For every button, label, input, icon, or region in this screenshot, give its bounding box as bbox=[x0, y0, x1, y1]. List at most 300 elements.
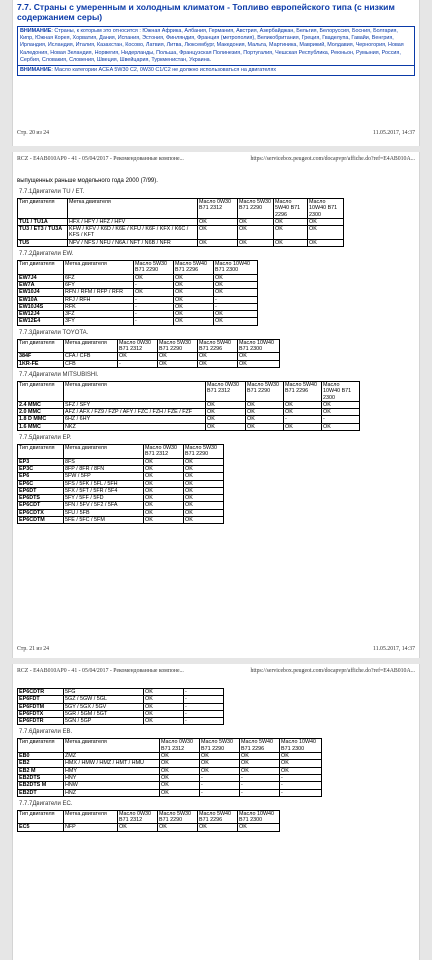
warning-text: : Страны, к которым это относится : Южная Африка, Албания, Германия, Австрия, Азербайджан, Бельгия, Белоруссия, Босния, Болгария, Кипр, Южная Корея, Хорватия, Дания, Испания, Эстония, Финляндия, Франция (метрополия), Великобритания, Греция, Гваделупа, Гавайи, Венгрия, Ирландия, Исландия, Италия, Казахстан, Косово, Латвия, Литва, Люксембург, Македония, Мальта, Мартиника, Маврикий, Молдавия, Черногория, Новая Каледония, Новая Зеландия, Норвегия, Нидерланды, Польша, Французская Полинезия, Португалия, Чешская Республика, Реюньон, Румыния, Россия, Сербия, Словакия, Словения, Швеция, Швейцария, Туркменистан, Украина. bbox=[20, 28, 404, 63]
oil-approval-cell: OK bbox=[198, 239, 238, 246]
oil-approval-cell: OK bbox=[144, 516, 184, 523]
oil-approval-cell: OK bbox=[246, 416, 284, 423]
column-header: Масло 5W40 B71 2296 bbox=[198, 810, 238, 824]
oil-approval-cell: OK bbox=[280, 753, 322, 760]
engine-type-cell: EB2 bbox=[18, 760, 64, 767]
engine-type-cell: EB2DTS bbox=[18, 774, 64, 781]
table-row bbox=[18, 303, 258, 310]
subsection-heading: 7.7.5Двигатели EP. bbox=[19, 435, 72, 442]
oil-approval-cell: OK bbox=[238, 226, 274, 240]
column-header: Метка двигателя bbox=[64, 739, 160, 753]
oil-approval-cell: OK bbox=[214, 274, 258, 281]
oil-approval-cell: - bbox=[184, 703, 224, 710]
oil-approval-cell: - bbox=[184, 710, 224, 717]
engine-type-cell: EP3 bbox=[18, 458, 64, 465]
oil-approval-cell: OK bbox=[198, 824, 238, 831]
engine-type-cell: EB2DTS M bbox=[18, 782, 64, 789]
oil-spec-table bbox=[17, 688, 224, 725]
document-reference: RCZ - E4AB010AP0 - 41 - 05/04/2017 - Рекомендованные компоне... bbox=[17, 156, 184, 162]
oil-approval-cell: OK bbox=[144, 458, 184, 465]
source-url: https://servicebox.peugeot.com/docapvpr/affiche.do?ref=E4AB010A... bbox=[250, 156, 415, 162]
engine-type-cell: EP6CDT bbox=[18, 502, 64, 509]
page-number: Стр. 21 из 24 bbox=[17, 646, 50, 652]
engine-type-cell: EB2DT bbox=[18, 789, 64, 796]
oil-approval-cell: OK bbox=[160, 789, 200, 796]
column-header: Метка двигателя bbox=[64, 445, 144, 459]
oil-approval-cell: OK bbox=[184, 458, 224, 465]
oil-approval-cell: OK bbox=[184, 509, 224, 516]
oil-approval-cell: OK bbox=[158, 353, 198, 360]
column-header: Масло 0W30 B71 2312 bbox=[198, 199, 238, 219]
oil-approval-cell: OK bbox=[214, 281, 258, 288]
oil-approval-cell: - bbox=[214, 303, 258, 310]
table-row bbox=[18, 226, 344, 240]
engine-type-cell: EP6C bbox=[18, 480, 64, 487]
oil-approval-cell: OK bbox=[322, 409, 360, 416]
engine-type-cell: EW10A bbox=[18, 296, 64, 303]
column-header: Метка двигателя bbox=[64, 339, 118, 353]
column-header: Тип двигателя bbox=[18, 445, 64, 459]
engine-code-cell: NKZ bbox=[64, 423, 206, 430]
oil-approval-cell: OK bbox=[240, 753, 280, 760]
oil-approval-cell: - bbox=[200, 774, 240, 781]
subsection-heading: 7.7.1Двигатели TU / ET. bbox=[19, 189, 85, 195]
engine-type-cell: EP6DT bbox=[18, 487, 64, 494]
column-header: Масло 0W30 B71 2312 bbox=[206, 381, 246, 401]
column-header: Масло 10W40 B71 2300 bbox=[280, 739, 322, 753]
engine-code-cell: 5FX / 5FT / 5FR / 5F4 bbox=[64, 487, 144, 494]
table-row bbox=[18, 360, 280, 367]
oil-approval-cell: OK bbox=[200, 760, 240, 767]
column-header: Масло 0W30 B71 2312 bbox=[160, 739, 200, 753]
oil-approval-cell: OK bbox=[238, 824, 280, 831]
engine-code-cell: ZMZ bbox=[64, 753, 160, 760]
document-page-22 bbox=[12, 664, 420, 960]
oil-approval-cell: OK bbox=[308, 226, 344, 240]
column-header: Масло 5W30 B71 2290 bbox=[200, 739, 240, 753]
oil-approval-cell: OK bbox=[158, 360, 198, 367]
oil-approval-cell: OK bbox=[284, 401, 322, 408]
table-row bbox=[18, 509, 224, 516]
oil-approval-cell: - bbox=[240, 789, 280, 796]
subsection-heading: 7.7.6Двигатели EB. bbox=[19, 729, 73, 736]
page-header bbox=[13, 664, 419, 674]
oil-approval-cell: OK bbox=[160, 782, 200, 789]
oil-spec-table bbox=[17, 339, 280, 368]
oil-approval-cell: OK bbox=[160, 767, 200, 774]
oil-approval-cell: OK bbox=[144, 696, 184, 703]
document-page-21 bbox=[12, 152, 420, 658]
engine-type-cell: EW10J4S bbox=[18, 303, 64, 310]
oil-approval-cell: OK bbox=[184, 516, 224, 523]
engine-type-cell: 384F bbox=[18, 353, 64, 360]
oil-spec-table bbox=[17, 198, 344, 247]
oil-spec-table bbox=[17, 381, 360, 431]
oil-approval-cell: - bbox=[184, 689, 224, 696]
table-row bbox=[18, 689, 224, 696]
oil-approval-cell: - bbox=[118, 360, 158, 367]
oil-approval-cell: OK bbox=[206, 416, 246, 423]
table-row bbox=[18, 274, 258, 281]
engine-code-cell: 5FG bbox=[64, 689, 144, 696]
engine-code-cell: AFZ / AFX / FZ9 / FZP / AFY / FZC / FZH / FZE / FZF bbox=[64, 409, 206, 416]
oil-spec-table bbox=[17, 444, 224, 524]
engine-code-cell: HNW bbox=[64, 782, 160, 789]
engine-code-cell: HMX / HMW / HMZ / HMT / HMU bbox=[64, 760, 160, 767]
table-row bbox=[18, 782, 322, 789]
oil-approval-cell: OK bbox=[308, 218, 344, 225]
engine-type-cell: TU3 / ET3 / TU3A bbox=[18, 226, 68, 240]
table-row bbox=[18, 710, 224, 717]
engine-type-cell: TU1 / TU1A bbox=[18, 218, 68, 225]
engine-code-cell: 6HZ / 6HY bbox=[64, 416, 206, 423]
column-header: Масло 0W30 B71 2312 bbox=[144, 445, 184, 459]
oil-approval-cell: OK bbox=[184, 487, 224, 494]
engine-code-cell: NFV / NFS / NFU / N6A / NFT / N6B / NFR bbox=[68, 239, 198, 246]
oil-approval-cell: - bbox=[184, 696, 224, 703]
engine-code-cell: 5GN / 5GP bbox=[64, 718, 144, 725]
engine-code-cell: HMY bbox=[64, 767, 160, 774]
table-row bbox=[18, 353, 280, 360]
oil-approval-cell: OK bbox=[144, 480, 184, 487]
column-header: Масло 5W40 B71 2296 bbox=[274, 199, 308, 219]
oil-approval-cell: OK bbox=[198, 353, 238, 360]
column-header: Масло 5W30 B71 2290 bbox=[238, 199, 274, 219]
column-header: Масло 10W40 B71 2300 bbox=[238, 339, 280, 353]
oil-approval-cell: - bbox=[280, 774, 322, 781]
table-header-row bbox=[18, 445, 224, 459]
table-row bbox=[18, 416, 360, 423]
oil-approval-cell: OK bbox=[246, 401, 284, 408]
engine-type-cell: EP6CDTM bbox=[18, 516, 64, 523]
warning-text: : Масло категории ACEA 5W30 C2, 0W30 C1/C2 не должно использоваться на двигателях bbox=[51, 67, 277, 74]
oil-approval-cell: OK bbox=[284, 409, 322, 416]
engine-type-cell: EW7A bbox=[18, 281, 64, 288]
oil-spec-table bbox=[17, 738, 322, 796]
table-header-row bbox=[18, 810, 280, 824]
oil-approval-cell: OK bbox=[214, 289, 258, 296]
page-footer bbox=[17, 646, 415, 652]
table-row bbox=[18, 289, 258, 296]
oil-approval-cell: OK bbox=[144, 718, 184, 725]
oil-approval-cell: OK bbox=[134, 289, 174, 296]
oil-spec-table bbox=[17, 260, 258, 326]
engine-code-cell: 5FE / 5FC / 5FM bbox=[64, 516, 144, 523]
oil-approval-cell: OK bbox=[144, 473, 184, 480]
engine-type-cell: EP6CDTR bbox=[18, 689, 64, 696]
engine-code-cell: RFJ / RFH bbox=[64, 296, 134, 303]
table-row bbox=[18, 465, 224, 472]
table-row bbox=[18, 753, 322, 760]
oil-approval-cell: OK bbox=[284, 423, 322, 430]
print-timestamp: 11.05.2017, 14:37 bbox=[373, 646, 415, 652]
engine-code-cell: HNY bbox=[64, 774, 160, 781]
table-header-row bbox=[18, 261, 258, 275]
print-timestamp: 11.05.2017, 14:37 bbox=[373, 130, 415, 136]
column-header: Масло 10W40 B71 2300 bbox=[214, 261, 258, 275]
engine-code-cell: 3FZ bbox=[64, 311, 134, 318]
table-row bbox=[18, 502, 224, 509]
column-header: Масло 5W30 B71 2290 bbox=[184, 445, 224, 459]
engine-type-cell: EB2 M bbox=[18, 767, 64, 774]
oil-approval-cell: OK bbox=[118, 824, 158, 831]
oil-approval-cell: OK bbox=[308, 239, 344, 246]
column-header: Метка двигателя bbox=[68, 199, 198, 219]
oil-approval-cell: OK bbox=[184, 502, 224, 509]
engine-code-cell: 5FW / 5FP bbox=[64, 473, 144, 480]
table-row bbox=[18, 473, 224, 480]
oil-approval-cell: OK bbox=[280, 767, 322, 774]
engine-code-cell: RFK bbox=[64, 303, 134, 310]
oil-approval-cell: OK bbox=[174, 311, 214, 318]
oil-approval-cell: OK bbox=[160, 753, 200, 760]
document-page-20 bbox=[12, 0, 420, 146]
oil-approval-cell: - bbox=[214, 296, 258, 303]
oil-approval-cell: OK bbox=[184, 465, 224, 472]
oil-approval-cell: OK bbox=[198, 226, 238, 240]
subsection-heading: 7.7.3Двигатели TOYOTA. bbox=[19, 329, 89, 336]
column-header: Тип двигателя bbox=[18, 739, 64, 753]
engine-code-cell: 6FZ bbox=[64, 274, 134, 281]
table-row bbox=[18, 401, 360, 408]
engine-code-cell: 8FS bbox=[64, 458, 144, 465]
engine-code-cell: 3FY bbox=[64, 318, 134, 325]
column-header: Тип двигателя bbox=[18, 381, 64, 401]
oil-approval-cell: OK bbox=[238, 360, 280, 367]
page-number: Стр. 20 из 24 bbox=[17, 130, 50, 136]
oil-approval-cell: OK bbox=[174, 281, 214, 288]
oil-approval-cell: OK bbox=[144, 689, 184, 696]
oil-approval-cell: OK bbox=[206, 401, 246, 408]
oil-approval-cell: OK bbox=[274, 239, 308, 246]
table-row bbox=[18, 718, 224, 725]
engine-type-cell: EB0 bbox=[18, 753, 64, 760]
tables-page-21 bbox=[17, 189, 415, 524]
oil-approval-cell: OK bbox=[280, 760, 322, 767]
oil-approval-cell: OK bbox=[174, 318, 214, 325]
engine-code-cell: CFB bbox=[64, 360, 118, 367]
warning-label: ВНИМАНИЕ bbox=[20, 67, 52, 74]
engine-type-cell: EW10J4 bbox=[18, 289, 64, 296]
engine-code-cell: 5GZ / 5GW / 5GL bbox=[64, 696, 144, 703]
oil-approval-cell: - bbox=[322, 416, 360, 423]
engine-type-cell: EP6FDT bbox=[18, 696, 64, 703]
engine-code-cell: 5GR / 5GM / 5GT bbox=[64, 710, 144, 717]
column-header: Масло 0W30 B71 2312 bbox=[118, 339, 158, 353]
oil-approval-cell: - bbox=[134, 296, 174, 303]
oil-approval-cell: OK bbox=[144, 487, 184, 494]
oil-approval-cell: OK bbox=[184, 480, 224, 487]
oil-approval-cell: OK bbox=[238, 353, 280, 360]
table-row bbox=[18, 703, 224, 710]
oil-approval-cell: - bbox=[284, 416, 322, 423]
table-row bbox=[18, 789, 322, 796]
table-row bbox=[18, 516, 224, 523]
oil-approval-cell: OK bbox=[184, 473, 224, 480]
column-header: Тип двигателя bbox=[18, 810, 64, 824]
oil-approval-cell: OK bbox=[174, 303, 214, 310]
oil-approval-cell: OK bbox=[322, 401, 360, 408]
table-header-row bbox=[18, 739, 322, 753]
column-header: Тип двигателя bbox=[18, 261, 64, 275]
oil-approval-cell: OK bbox=[246, 409, 284, 416]
table-row bbox=[18, 296, 258, 303]
engine-type-cell: EP6FDTM bbox=[18, 703, 64, 710]
oil-approval-cell: - bbox=[200, 789, 240, 796]
column-header: Тип двигателя bbox=[18, 199, 68, 219]
table-row bbox=[18, 767, 322, 774]
column-header: Метка двигателя bbox=[64, 381, 206, 401]
oil-approval-cell: OK bbox=[238, 239, 274, 246]
intro-text: выпущенных раньше модельного года 2000 (7/99). bbox=[17, 178, 158, 184]
oil-approval-cell: OK bbox=[274, 218, 308, 225]
source-url: https://servicebox.peugeot.com/docapvpr/affiche.do?ref=E4AB010A... bbox=[250, 668, 415, 674]
engine-type-cell: 2.4 MMC bbox=[18, 401, 64, 408]
oil-approval-cell: - bbox=[134, 303, 174, 310]
engine-code-cell: KFW / KFV / K6D / K6E / KFU / K6F / KFX / K6C / KFS / KFT bbox=[68, 226, 198, 240]
column-header: Метка двигателя bbox=[64, 810, 118, 824]
engine-type-cell: EP3C bbox=[18, 465, 64, 472]
oil-spec-table bbox=[17, 810, 280, 832]
tables-page-22 bbox=[17, 688, 415, 832]
oil-approval-cell: OK bbox=[238, 218, 274, 225]
oil-approval-cell: OK bbox=[174, 296, 214, 303]
oil-approval-cell: - bbox=[134, 281, 174, 288]
table-row bbox=[18, 774, 322, 781]
oil-approval-cell: - bbox=[240, 782, 280, 789]
column-header: Масло 5W30 B71 2290 bbox=[158, 339, 198, 353]
oil-approval-cell: OK bbox=[174, 289, 214, 296]
oil-approval-cell: OK bbox=[134, 274, 174, 281]
table-row bbox=[18, 480, 224, 487]
column-header: Масло 5W40 B71 2296 bbox=[240, 739, 280, 753]
table-row bbox=[18, 824, 280, 831]
engine-code-cell: HFX / HFY / HFZ / HFV bbox=[68, 218, 198, 225]
column-header: Масло 10W40 B71 2300 bbox=[238, 810, 280, 824]
engine-type-cell: EP6DTS bbox=[18, 495, 64, 502]
column-header: Масло 5W30 B71 2290 bbox=[158, 810, 198, 824]
page-footer bbox=[17, 130, 415, 136]
oil-approval-cell: OK bbox=[214, 318, 258, 325]
column-header: Масло 5W40 B71 2296 bbox=[198, 339, 238, 353]
column-header: Масло 5W40 B71 2296 bbox=[284, 381, 322, 401]
engine-code-cell: 5GY / 5GX / 5GV bbox=[64, 703, 144, 710]
engine-code-cell: 6FY bbox=[64, 281, 134, 288]
table-row bbox=[18, 696, 224, 703]
engine-code-cell: SFZ / SFY bbox=[64, 401, 206, 408]
oil-approval-cell: - bbox=[280, 789, 322, 796]
engine-code-cell: RFN / RFM / RFP / RFR bbox=[64, 289, 134, 296]
section-title: 7.7. Страны с умеренным и холодным климатом - Топливо европейского типа (с низким содержанием серы) bbox=[17, 2, 395, 22]
oil-approval-cell: OK bbox=[240, 767, 280, 774]
oil-approval-cell: OK bbox=[206, 423, 246, 430]
oil-approval-cell: OK bbox=[274, 226, 308, 240]
oil-approval-cell: OK bbox=[144, 710, 184, 717]
oil-approval-cell: OK bbox=[118, 353, 158, 360]
table-header-row bbox=[18, 339, 280, 353]
oil-approval-cell: OK bbox=[160, 760, 200, 767]
table-header-row bbox=[18, 381, 360, 401]
oil-approval-cell: OK bbox=[206, 409, 246, 416]
table-row bbox=[18, 487, 224, 494]
subsection-heading: 7.7.2Двигатели EW. bbox=[19, 251, 74, 258]
engine-code-cell: 5FY / 5FF / 5FD bbox=[64, 495, 144, 502]
column-header: Масло 5W30 B71 2290 bbox=[246, 381, 284, 401]
engine-type-cell: EP6 bbox=[18, 473, 64, 480]
engine-type-cell: EW7J4 bbox=[18, 274, 64, 281]
engine-code-cell: 5FN / 5FV / 5F2 / 5FA bbox=[64, 502, 144, 509]
engine-type-cell: TU5 bbox=[18, 239, 68, 246]
table-row bbox=[18, 458, 224, 465]
column-header: Масло 10W40 B71 2300 bbox=[308, 199, 344, 219]
oil-approval-cell: OK bbox=[198, 218, 238, 225]
table-row bbox=[18, 218, 344, 225]
oil-approval-cell: OK bbox=[160, 774, 200, 781]
table-row bbox=[18, 409, 360, 416]
table-header-row bbox=[18, 199, 344, 219]
engine-type-cell: EW12E4 bbox=[18, 318, 64, 325]
oil-approval-cell: - bbox=[184, 718, 224, 725]
column-header: Масло 5W40 B71 2296 bbox=[174, 261, 214, 275]
engine-code-cell: 5FU / 5FB bbox=[64, 509, 144, 516]
warning-label: ВНИМАНИЕ bbox=[20, 28, 52, 34]
engine-type-cell: 2.0 MMC bbox=[18, 409, 64, 416]
table-row bbox=[18, 311, 258, 318]
column-header: Масло 0W30 B71 2312 bbox=[118, 810, 158, 824]
table-row bbox=[18, 239, 344, 246]
oil-approval-cell: OK bbox=[200, 753, 240, 760]
column-header: Масло 10W40 B71 2300 bbox=[322, 381, 360, 401]
oil-approval-cell: OK bbox=[144, 509, 184, 516]
oil-approval-cell: OK bbox=[158, 824, 198, 831]
page-header bbox=[13, 152, 419, 162]
engine-type-cell: EP6FDTX bbox=[18, 710, 64, 717]
table-row bbox=[18, 760, 322, 767]
table-row bbox=[18, 318, 258, 325]
oil-approval-cell: - bbox=[240, 774, 280, 781]
table-row bbox=[18, 423, 360, 430]
engine-type-cell: 1.8 D MMC bbox=[18, 416, 64, 423]
engine-code-cell: 8FP / 8FR / 8FN bbox=[64, 465, 144, 472]
oil-approval-cell: OK bbox=[174, 274, 214, 281]
oil-approval-cell: - bbox=[200, 782, 240, 789]
warning-notice-oil bbox=[17, 66, 415, 76]
column-header: Метка двигателя bbox=[64, 261, 134, 275]
engine-code-cell: NFP bbox=[64, 824, 118, 831]
engine-type-cell: 1.6 MMC bbox=[18, 423, 64, 430]
oil-approval-cell: OK bbox=[240, 760, 280, 767]
column-header: Масло 5W30 B71 2290 bbox=[134, 261, 174, 275]
oil-approval-cell: OK bbox=[144, 703, 184, 710]
oil-approval-cell: OK bbox=[214, 311, 258, 318]
oil-approval-cell: OK bbox=[144, 502, 184, 509]
oil-approval-cell: - bbox=[280, 782, 322, 789]
warning-notice-countries bbox=[17, 26, 415, 66]
engine-code-cell: HNZ bbox=[64, 789, 160, 796]
engine-type-cell: EP6FDTR bbox=[18, 718, 64, 725]
table-row bbox=[18, 281, 258, 288]
engine-code-cell: 5FS / 5FK / 5FL / 5FH bbox=[64, 480, 144, 487]
oil-approval-cell: OK bbox=[322, 423, 360, 430]
oil-approval-cell: OK bbox=[200, 767, 240, 774]
column-header: Тип двигателя bbox=[18, 339, 64, 353]
oil-approval-cell: OK bbox=[144, 495, 184, 502]
engine-type-cell: EP6CDTX bbox=[18, 509, 64, 516]
oil-approval-cell: OK bbox=[144, 465, 184, 472]
engine-code-cell: CFA / CFB bbox=[64, 353, 118, 360]
engine-type-cell: EC5 bbox=[18, 824, 64, 831]
engine-type-cell: 1KR-FE bbox=[18, 360, 64, 367]
